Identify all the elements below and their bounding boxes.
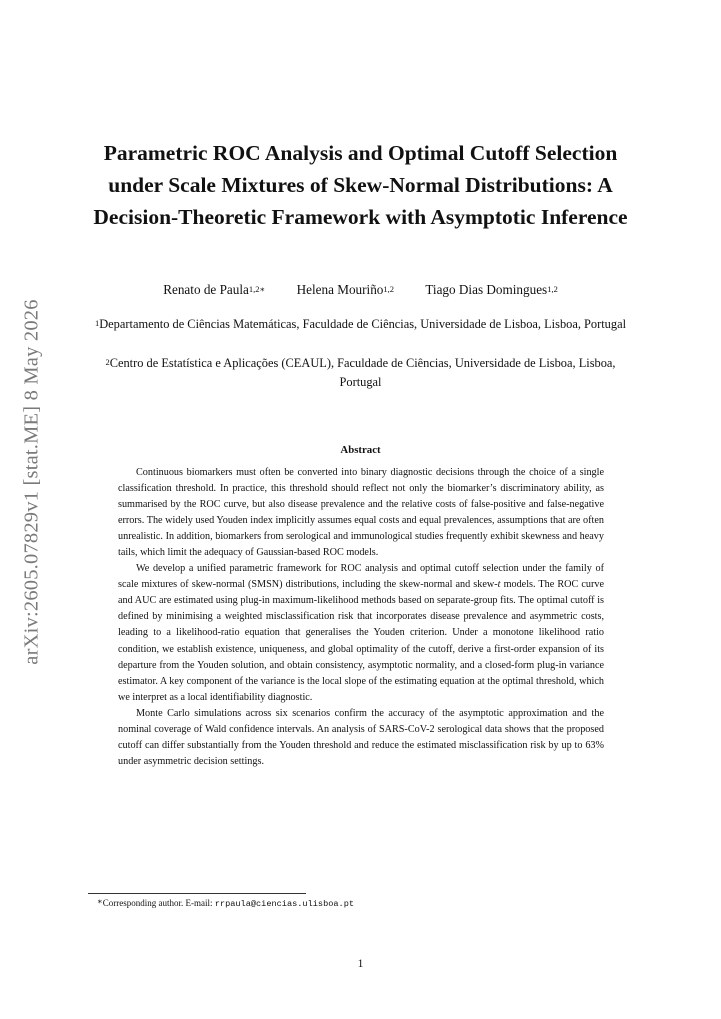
affiliation-mark: 2 <box>105 357 110 367</box>
affiliation-text: Departamento de Ciências Matemáticas, Faculdade de Ciências, Universidade de Lisboa, Lisboa, Portugal <box>99 317 627 331</box>
author-name: Tiago Dias Domingues <box>425 282 548 297</box>
footnote-text: Corresponding author. E-mail: <box>102 898 215 908</box>
abstract-math-t: t <box>497 579 501 591</box>
author-affiliation-mark: 1,2 <box>547 284 558 294</box>
footnote-email: rrpaula@ciencias.ulisboa.pt <box>214 899 355 909</box>
arxiv-stamp <box>17 292 47 672</box>
affiliation <box>88 354 633 392</box>
footnote <box>97 897 354 910</box>
abstract-text: We develop a unified parametric framework for ROC analysis and optimal cutoff selection under the family of scale mixtures of skew-normal (SMSN) distributions, including the skew-normal and skew- <box>118 563 604 591</box>
author <box>163 282 265 297</box>
abstract-paragraph <box>118 561 604 705</box>
author-name: Renato de Paula <box>163 282 249 297</box>
footnote-rule <box>88 893 306 894</box>
abstract-body <box>118 465 604 770</box>
footnote-mark: ∗ <box>97 896 103 906</box>
author-name: Helena Mouriño <box>296 282 384 297</box>
author <box>425 282 558 297</box>
page-number: 1 <box>357 958 364 970</box>
affiliation <box>88 315 633 334</box>
author-list <box>90 281 631 299</box>
author-affiliation-mark: 1,2 <box>383 284 395 294</box>
author-affiliation-mark: 1,2∗ <box>248 284 266 294</box>
abstract-text: models. The ROC curve and AUC are estimated using plug-in maximum-likelihood methods based on separate-group fits. The optimal cutoff is defined by minimising a weighted misclassification risk that incorporates disease prevalence and asymmetric costs, leading to a likelihood-ratio equation that generalises the Youden criterion. Under a monotone likelihood ratio condition, we establish existence, uniqueness, and global optimality of the cutoff, derive a first-order expansion of its departure from the Youden solution, and obtain consistency, asymptotic normality, and a closed-form plug-in variance estimator. A key component of the variance is the local slope of the estimating equation at the optimal threshold, which we interpret as a local identifiability diagnostic. <box>118 579 604 703</box>
abstract-paragraph: Monte Carlo simulations across six scenarios confirm the accuracy of the asymptotic approximation and the nominal coverage of Wald confidence intervals. An analysis of SARS-CoV-2 serological data shows that the proposed cutoff can differ substantially from the Youden threshold and reduce the estimated misclassification risk by up to 63% under asymmetric decision settings. <box>118 707 604 767</box>
paper-title: Parametric ROC Analysis and Optimal Cutoff Selection under Scale Mixtures of Skew-Normal Distributions: A Decision-Theoretic Framework with Asymptotic Inference <box>93 141 628 229</box>
affiliation-text: Centro de Estatística e Aplicações (CEAUL), Faculdade de Ciências, Universidade de Lisboa, Lisboa, Portugal <box>109 356 616 389</box>
abstract-heading: Abstract <box>340 444 381 456</box>
abstract-paragraph: Continuous biomarkers must often be converted into binary diagnostic decisions through the choice of a single classification threshold. In practice, this threshold should reflect not only the biomarker’s discriminatory ability, as summarised by the ROC curve, but also disease prevalence and the relative costs of false-positive and false-negative errors. The widely used Youden index implicitly assumes equal costs and equal prevalences, assumptions that are often unrealistic. In addition, biomarkers from serological and immunological studies frequently exhibit skewness and heavy tails, which limit the adequacy of Gaussian-based ROC models. <box>118 467 604 559</box>
author <box>297 282 394 297</box>
affiliation-mark: 1 <box>94 318 100 328</box>
arxiv-stamp-text: arXiv:2605.07829v1 [stat.ME] 8 May 2026 <box>20 299 43 665</box>
